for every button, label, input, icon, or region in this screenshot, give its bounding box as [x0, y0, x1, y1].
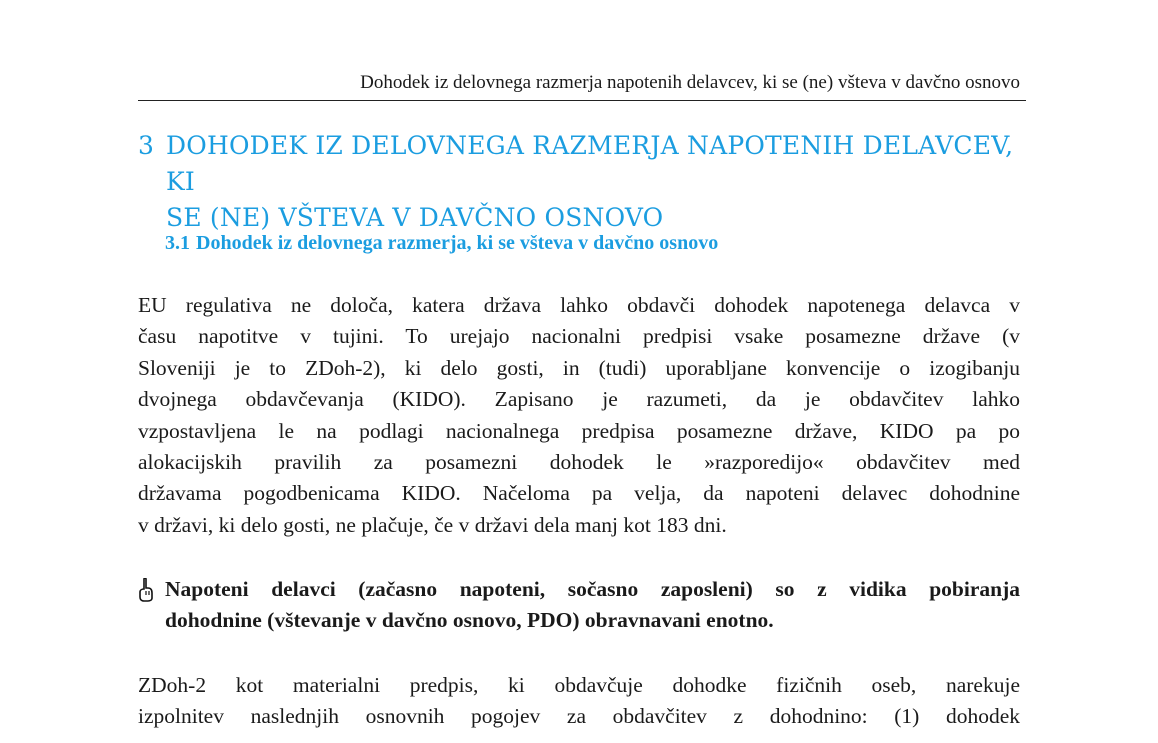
- paragraph-line: izpolnitev naslednjih osnovnih pogojev za obdavčitev z dohodnino: (1) dohodek: [138, 704, 1020, 729]
- callout-line: Napoteni delavci (začasno napoteni, sočasno zaposleni) so z vidika pobiranja: [165, 577, 1020, 601]
- paragraph-line: času napotitve v tujini. To urejajo nacionalni predpisi vsake posamezne države (v: [138, 324, 1020, 349]
- chapter-title: [166, 128, 1028, 236]
- callout-text: [165, 574, 1020, 637]
- chapter-title-line: DOHODEK IZ DELOVNEGA RAZMERJA NAPOTENIH DELAVCEV, KI: [166, 131, 1014, 196]
- paragraph-line: vzpostavljena le na podlagi nacionalnega predpisa posamezne države, KIDO pa po: [138, 418, 1020, 443]
- section-title: Dohodek iz delovnega razmerja, ki se všteva v davčno osnovo: [196, 232, 719, 254]
- paragraph-line: Sloveniji je to ZDoh-2), ki delo gosti, in (tudi) uporabljane konvencije o izogibanju: [138, 355, 1020, 380]
- header-rule: [138, 100, 1026, 101]
- paragraph-line: ZDoh-2 kot materialni predpis, ki obdavčuje dohodke fizičnih oseb, narekuje: [138, 673, 1020, 697]
- body-paragraph: [138, 670, 1020, 733]
- pointing-hand-icon: [138, 578, 154, 602]
- chapter-title-line: SE (NE) VŠTEVA V DAVČNO OSNOVO: [166, 203, 664, 232]
- paragraph-line: v državi, ki delo gosti, ne plačuje, če v državi dela manj kot 183 dni.: [138, 512, 727, 537]
- running-header: Dohodek iz delovnega razmerja napotenih delavcev, ki se (ne) všteva v davčno osnovo: [360, 72, 1020, 93]
- section-number: 3.1: [165, 232, 190, 254]
- chapter-number: 3: [138, 131, 155, 160]
- callout-note: [138, 574, 1020, 637]
- body-paragraph: [138, 290, 1020, 541]
- paragraph-line: EU regulativa ne določa, katera država lahko obdavči dohodek napotenega delavca v: [138, 293, 1020, 317]
- section-heading: [165, 229, 718, 257]
- callout-line: dohodnine (vštevanje v davčno osnovo, PDO) obravnavani enotno.: [165, 608, 774, 633]
- chapter-heading: [138, 128, 1028, 236]
- paragraph-line: dvojnega obdavčevanja (KIDO). Zapisano je razumeti, da je obdavčitev lahko: [138, 387, 1020, 412]
- paragraph-line: državama pogodbenicama KIDO. Načeloma pa velja, da napoteni delavec dohodnine: [138, 481, 1020, 506]
- paragraph-line: alokacijskih pravilih za posamezni dohodek le »razporedijo« obdavčitev med: [138, 449, 1020, 474]
